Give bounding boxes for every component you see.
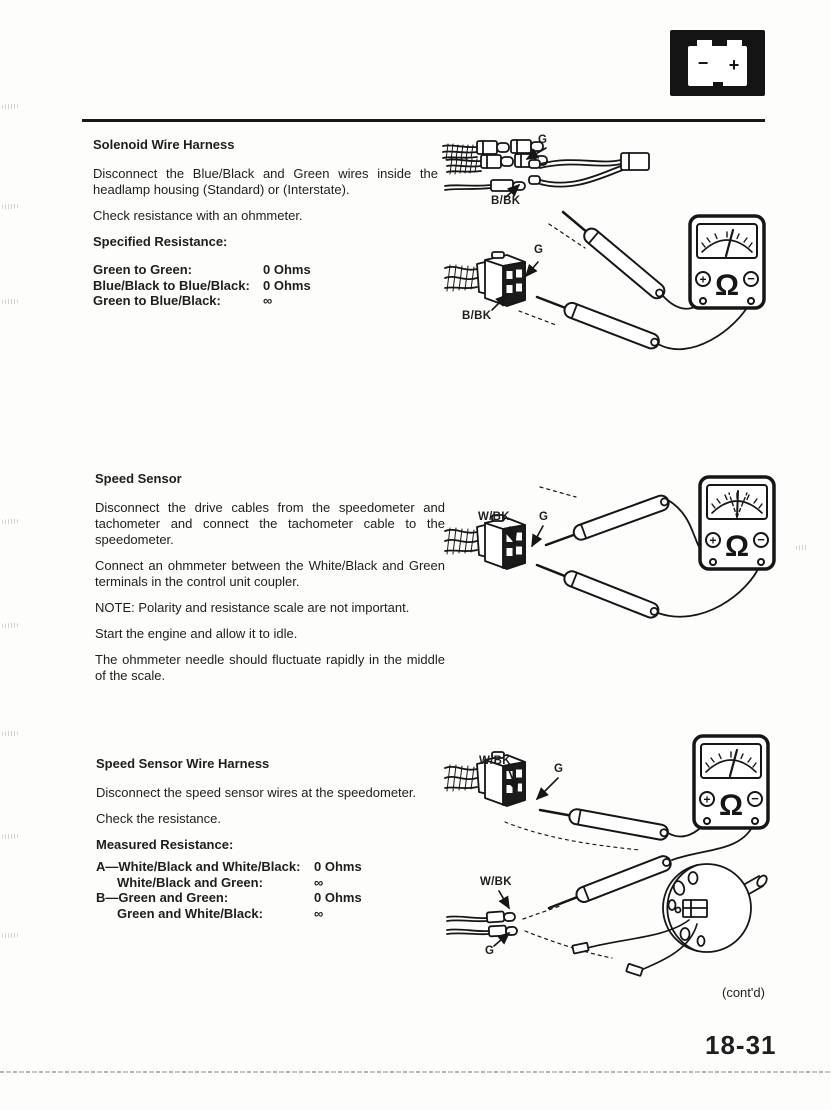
resistance-value: 0 Ohms <box>314 859 362 874</box>
resistance-value: ∞ <box>314 874 324 890</box>
wire-color-label-green: G <box>554 763 564 775</box>
plus-terminal-symbol: + <box>709 533 717 548</box>
scan-smudge <box>2 519 18 525</box>
page-edge-artifact <box>0 1071 831 1073</box>
battery-minus-symbol: − <box>697 53 709 73</box>
wire-color-label-green: G <box>485 945 495 957</box>
paragraph: Start the engine and allow it to idle. <box>95 626 298 641</box>
minus-terminal-symbol: − <box>747 271 755 286</box>
wire-color-label-white-black: W/BK <box>479 755 511 767</box>
meter-lead <box>658 563 761 617</box>
plus-terminal-symbol: + <box>703 792 711 807</box>
wire-color-label-green: G <box>539 511 549 523</box>
resistance-label: Green to Blue/Black: <box>93 293 221 308</box>
scan-smudge <box>796 545 808 551</box>
resistance-label: Green and White/Black: <box>117 905 263 921</box>
scan-smudge <box>2 834 18 840</box>
scan-smudge <box>2 623 18 629</box>
resistance-label: Green to Green: <box>93 262 192 277</box>
page-number: 18-31 <box>705 1030 777 1060</box>
solenoid-connector-illustration <box>445 252 525 306</box>
test-probe <box>543 493 670 552</box>
resistance-value: 0 Ohms <box>314 890 362 905</box>
scan-smudge <box>2 204 18 210</box>
minus-terminal-symbol: − <box>757 532 765 547</box>
section-title: Speed Sensor <box>95 471 182 486</box>
paragraph: The ohmmeter needle should fluctuate rapidly in the middle of the scale. <box>95 652 445 683</box>
paragraph: Check resistance with an ohmmeter. <box>93 208 303 223</box>
minus-terminal-symbol: − <box>751 791 759 806</box>
plus-terminal-symbol: + <box>699 272 707 287</box>
resistance-label: Blue/Black to Blue/Black: <box>93 277 250 293</box>
wire-color-label-blue-black: B/BK <box>462 310 492 322</box>
test-probe <box>558 206 667 301</box>
resistance-value: 0 Ohms <box>263 262 311 277</box>
wire-color-label-green: G <box>538 134 548 146</box>
resistance-label: White/Black and Green: <box>117 874 263 890</box>
resistance-value: ∞ <box>263 293 273 308</box>
test-probe <box>534 558 660 620</box>
speed-sensor-connector-illustration <box>445 515 525 569</box>
scan-smudge <box>2 933 18 939</box>
table-title: Specified Resistance: <box>93 234 228 249</box>
wire-color-label-white-black: W/BK <box>478 511 510 523</box>
ohmmeter-harness <box>694 736 768 828</box>
resistance-label: A—White/Black and White/Black: <box>96 859 301 874</box>
wire-color-label-green: G <box>534 244 544 256</box>
section-title: Speed Sensor Wire Harness <box>96 756 270 771</box>
resistance-value: ∞ <box>314 905 324 921</box>
paragraph: Disconnect the Blue/Black and Green wires inside the headlamp housing (Standard) or (Interstate). <box>93 166 438 197</box>
ohmmeter-solenoid <box>690 216 764 308</box>
ohm-symbol: Ω <box>724 530 750 563</box>
battery-plus-symbol: + <box>728 55 740 75</box>
paragraph: NOTE: Polarity and resistance scale are not important. <box>95 600 410 615</box>
paragraph: Connect an ohmmeter between the White/Black and Green terminals in the control unit coupler. <box>95 558 445 589</box>
paragraph: Disconnect the drive cables from the speedometer and tachometer and connect the tachometer cable to the speedometer. <box>95 500 445 547</box>
wire-color-label-white-black: W/BK <box>480 876 512 888</box>
scan-smudge <box>2 104 18 110</box>
ohm-symbol: Ω <box>714 269 740 302</box>
test-probe <box>534 290 661 351</box>
resistance-value: 0 Ohms <box>263 277 311 293</box>
contd-note: (cont'd) <box>722 985 765 1000</box>
resistance-label: B—Green and Green: <box>96 890 229 905</box>
scan-smudge <box>2 731 18 737</box>
test-probe <box>539 803 670 841</box>
table-title: Measured Resistance: <box>96 837 234 852</box>
section-title: Solenoid Wire Harness <box>93 137 235 152</box>
paragraph: Check the resistance. <box>96 811 222 826</box>
ohmmeter-speed-sensor <box>700 477 774 569</box>
scan-smudge <box>2 299 18 305</box>
ohm-symbol: Ω <box>718 789 744 822</box>
paragraph: Disconnect the speed sensor wires at the speedometer. <box>96 785 417 800</box>
harness-bullet-terminals-illustration <box>447 911 517 936</box>
wire-color-label-blue-black: B/BK <box>491 195 521 207</box>
test-probe <box>546 854 673 915</box>
